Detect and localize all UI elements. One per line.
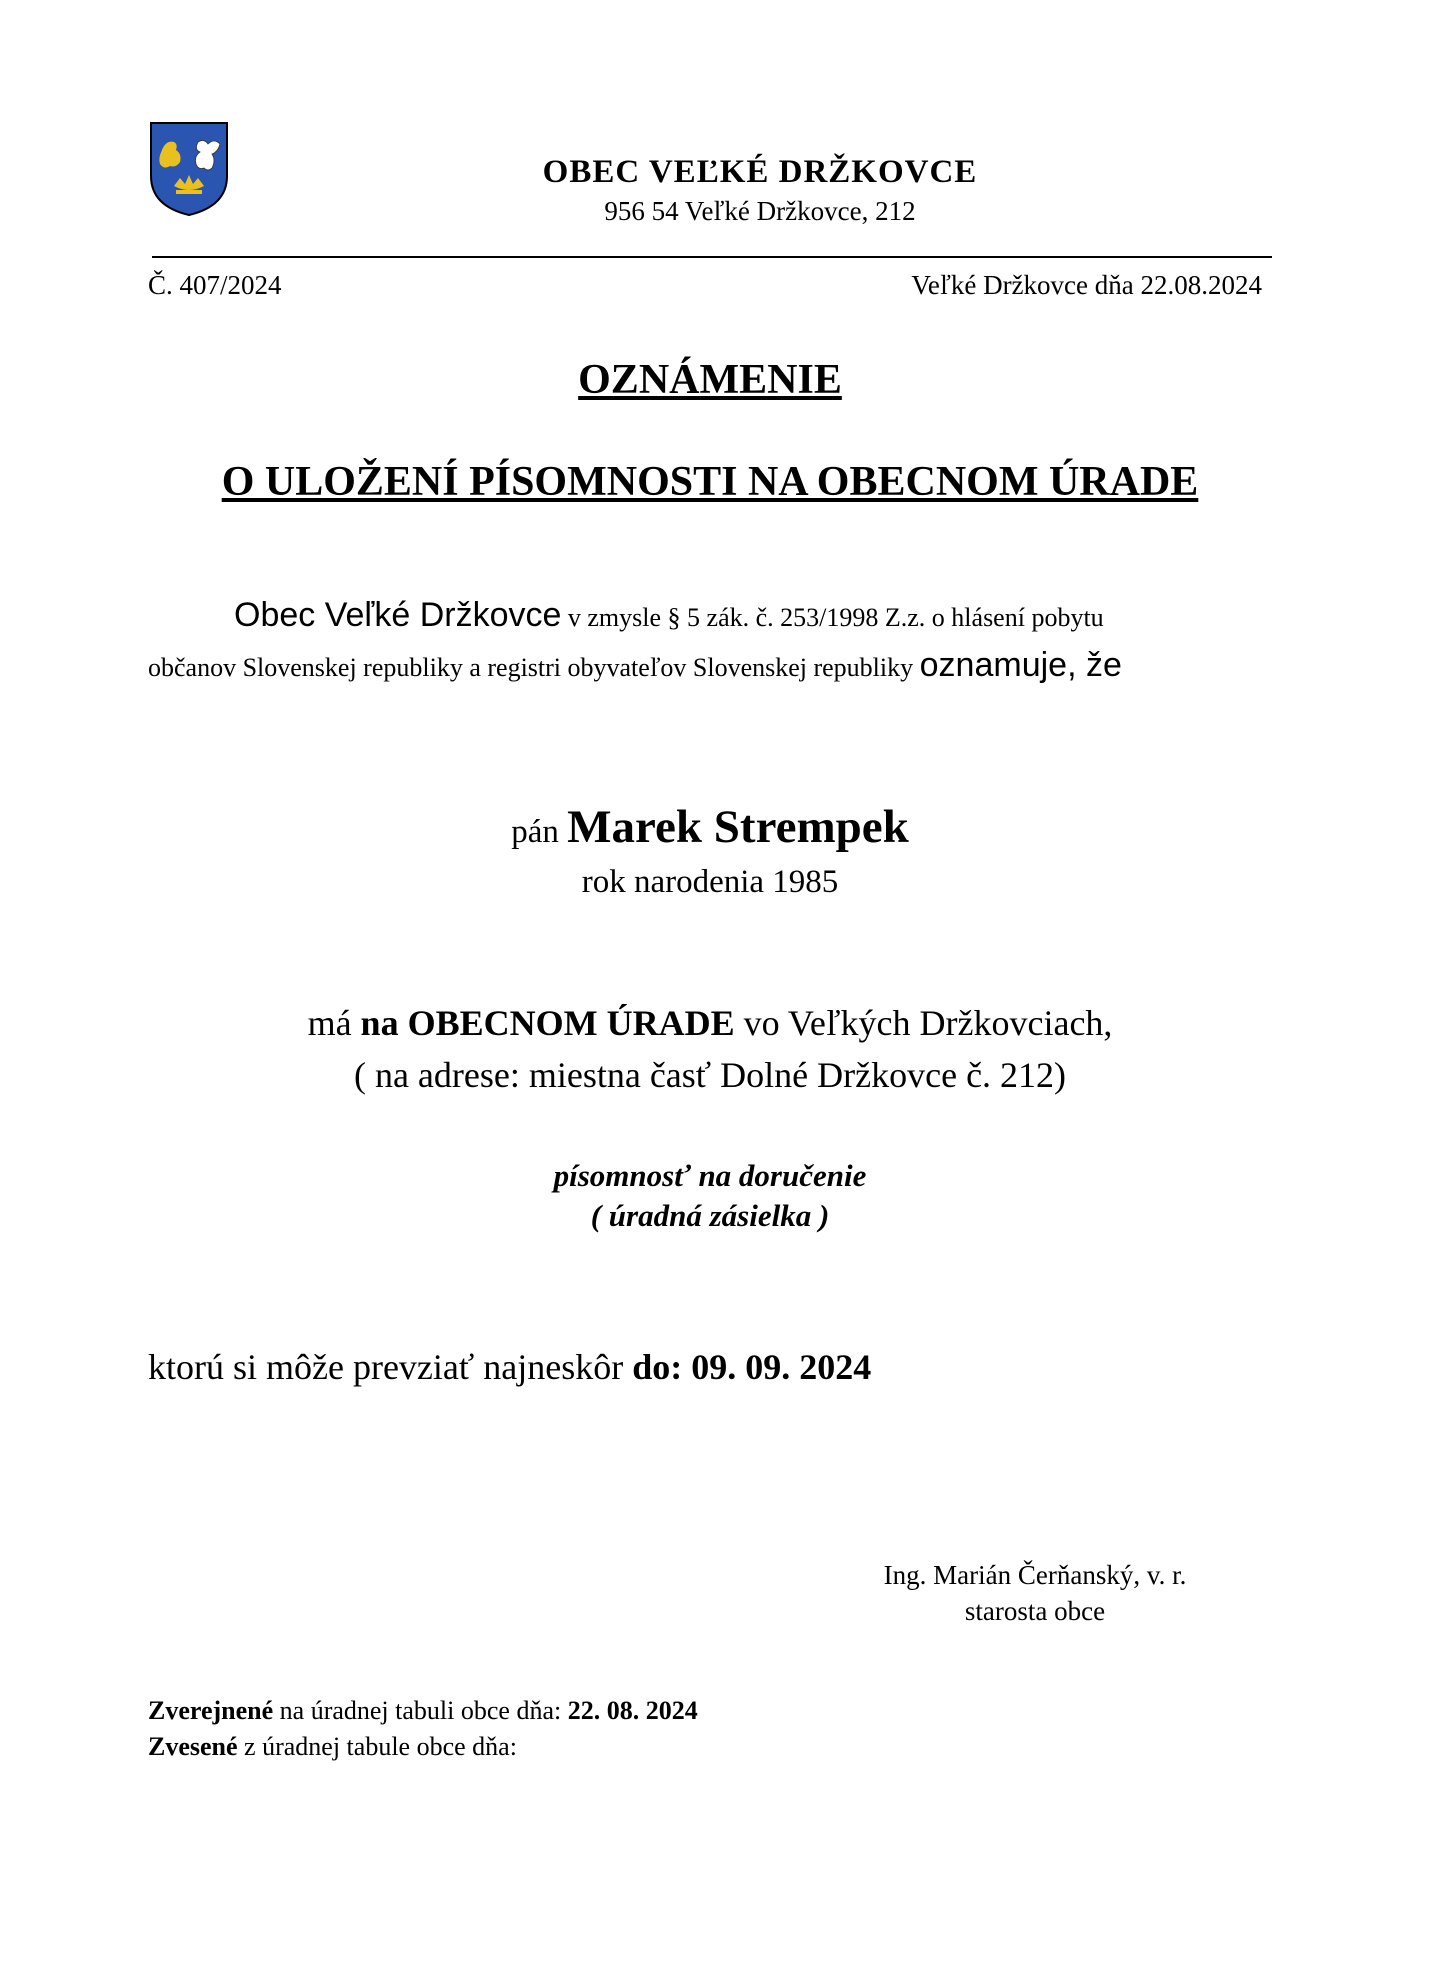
intro-line-2 (148, 646, 1122, 685)
intro-announces: oznamuje, že (919, 646, 1122, 684)
office-address: ( na adrese: miestna časť Dolné Držkovce č. 212) (353, 1055, 1067, 1095)
office-emphasis: na OBECNOM ÚRADE (360, 1003, 735, 1043)
intro-line2-text: občanov Slovenskej republiky a registri obyvateľov Slovenskej republiky (148, 653, 920, 682)
office-line (0, 1002, 1420, 1044)
person-title: pán (511, 814, 568, 850)
published-text: na úradnej tabuli obce dňa: (273, 1696, 568, 1725)
place-and-date: Veľké Držkovce dňa 22.08.2024 (911, 270, 1262, 300)
intro-subject: Obec Veľké Držkovce (234, 596, 562, 634)
header-divider (152, 256, 1272, 258)
signatory-name: Ing. Marián Čerňanský, v. r. (883, 1560, 1187, 1590)
intro-line-1 (234, 596, 1104, 635)
document-type-note: ( úradná zásielka ) (590, 1198, 830, 1233)
person-line (0, 800, 1420, 854)
document-type: písomnosť na doručenie (553, 1158, 867, 1193)
deadline-text: ktorú si môže prevziať najneskôr (148, 1347, 633, 1387)
office-prefix: má (307, 1003, 361, 1043)
document-title: OZNÁMENIE (578, 357, 842, 403)
signatory-role: starosta obce (964, 1596, 1106, 1626)
published-line (148, 1696, 698, 1726)
intro-line1-text: v zmysle § 5 zák. č. 253/1998 Z.z. o hlásení pobytu (561, 603, 1104, 632)
deadline-line (148, 1346, 871, 1388)
removed-text: z úradnej tabule obce dňa: (237, 1732, 517, 1761)
office-suffix: vo Veľkých Držkovciach, (734, 1003, 1113, 1043)
org-address: 956 54 Veľké Držkovce, 212 (604, 196, 916, 226)
reference-number: Č. 407/2024 (148, 270, 282, 300)
birth-year: rok narodenia 1985 (581, 864, 839, 900)
document-subtitle: O ULOŽENÍ PÍSOMNOSTI NA OBECNOM ÚRADE (221, 459, 1199, 505)
person-name: Marek Strempek (567, 801, 909, 853)
published-label: Zverejnené (148, 1696, 274, 1725)
published-date: 22. 08. 2024 (567, 1696, 698, 1725)
removed-label: Zvesené (148, 1732, 238, 1761)
org-name: OBEC VEĽKÉ DRŽKOVCE (542, 154, 978, 190)
removed-line (148, 1732, 517, 1762)
deadline-date: do: 09. 09. 2024 (632, 1347, 872, 1387)
